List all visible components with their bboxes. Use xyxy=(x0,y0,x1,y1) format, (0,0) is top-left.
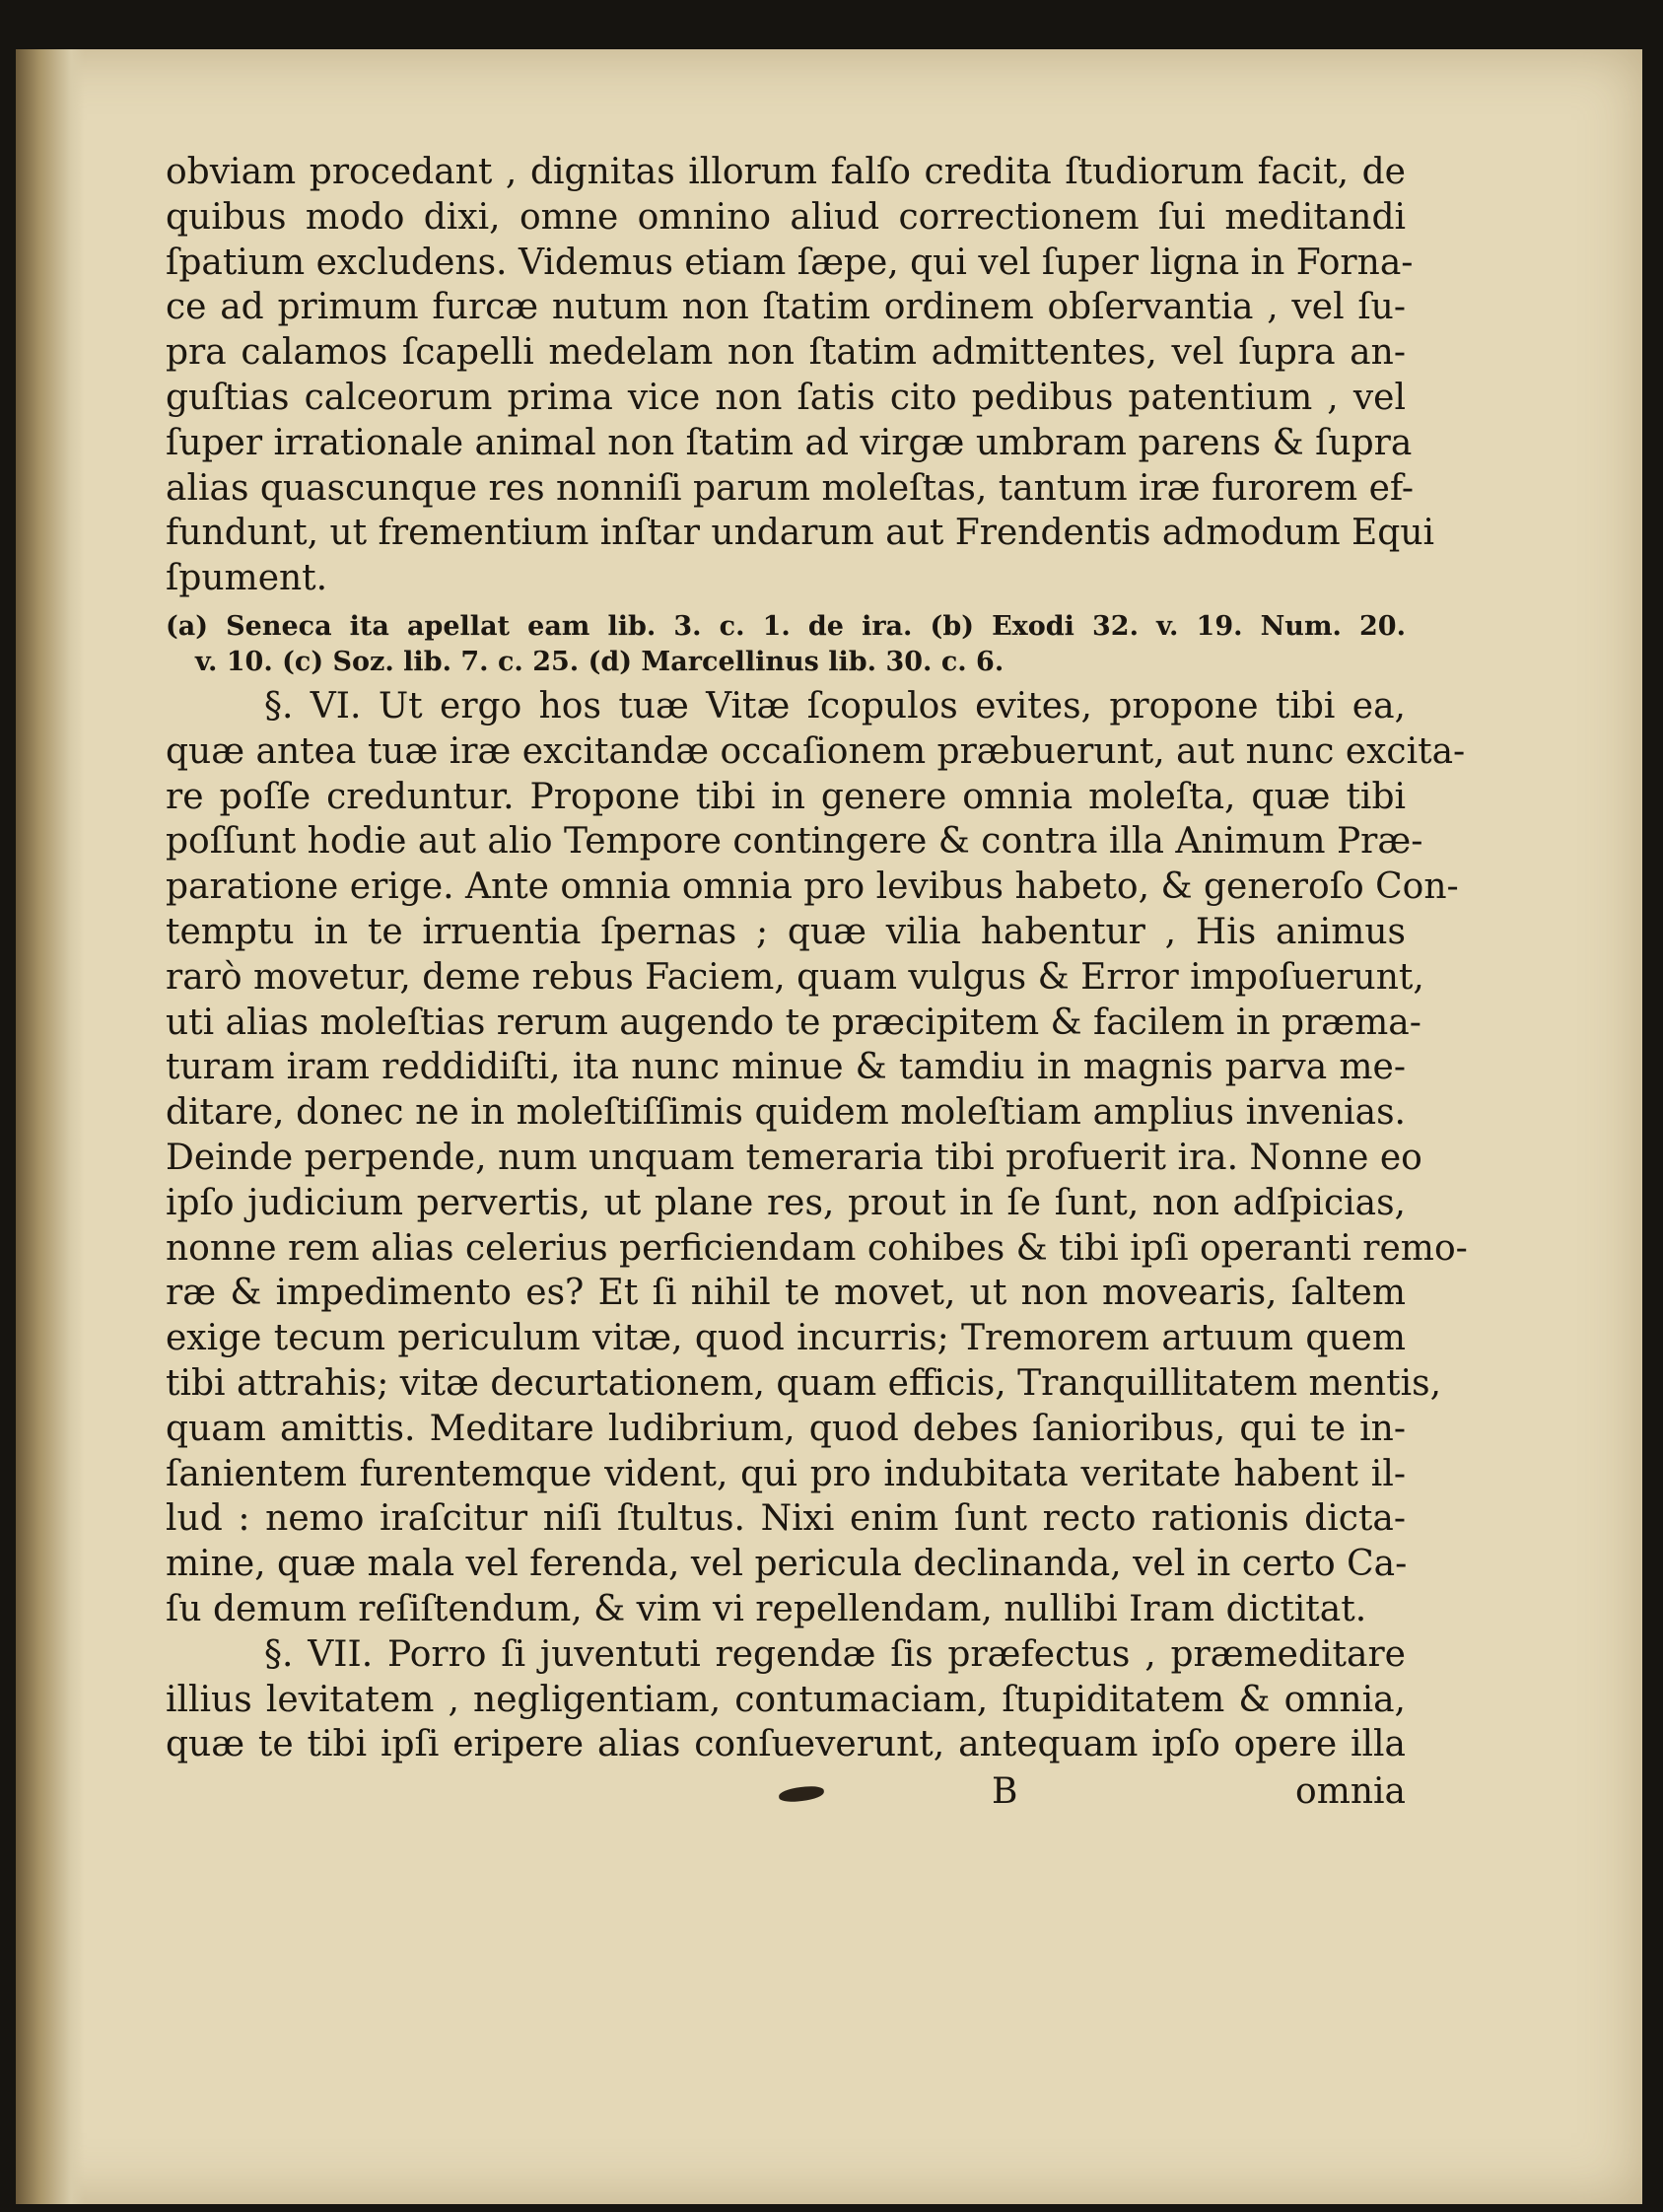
text-line: ſu demum reſiſtendum, & vim vi repellendam, nullibi Iram dictitat. xyxy=(166,1588,1367,1629)
main-paragraph xyxy=(166,150,1435,601)
signature-mark: B xyxy=(992,1771,1018,1813)
book-page xyxy=(16,49,1642,2204)
footnote-line: (a) Seneca ita apellat eam lib. 3. c. 1. de ira. (b) Exodi 32. v. 19. Num. 20. xyxy=(166,610,1406,642)
text-line: tibi attrahis; vitæ decurtationem, quam efficis, Tranquillitatem mentis, xyxy=(166,1362,1442,1404)
text-line: ſpatium excludens. Videmus etiam ſæpe, qui vel ſuper ligna in Forna- xyxy=(166,242,1414,283)
text-line: paratione erige. Ante omnia omnia pro levibus habeto, & generoſo Con- xyxy=(166,866,1459,908)
text-line: temptu in te irruentia ſpernas ; quæ vilia habentur , His animus xyxy=(166,911,1406,952)
text-line: §. VI. Ut ergo hos tuæ Vitæ ſcopulos evites, propone tibi ea, xyxy=(264,685,1406,726)
text-line: rarò movetur, deme rebus Faciem, quam vulgus & Error impoſuerunt, xyxy=(166,956,1424,998)
text-line: ce ad primum furcæ nutum non ſtatim ordinem obſervantia , vel ſu- xyxy=(166,287,1406,328)
text-line: uti alias moleſtias rerum augendo te præcipitem & facilem in præma- xyxy=(166,1002,1421,1043)
text-line: re poſſe creduntur. Propone tibi in genere omnia moleſta, quæ tibi xyxy=(166,776,1406,817)
page-footer xyxy=(166,1769,1406,1815)
text-line: ræ & impedimento es? Et ſi nihil te movet, ut non movearis, ſaltem xyxy=(166,1273,1406,1314)
text-block xyxy=(166,150,1468,1815)
text-line: quæ te tibi ipſi eripere alias conſueverunt, antequam ipſo opere illa xyxy=(166,1724,1406,1765)
text-line: quibus modo dixi, omne omnino aliud correctionem ſui meditandi xyxy=(166,196,1406,238)
ink-ornament xyxy=(778,1785,824,1804)
text-line: ditare, donec ne in moleſtiſſimis quidem moleſtiam amplius invenias. xyxy=(166,1092,1406,1134)
section-vii xyxy=(166,1632,1406,1767)
text-line: ſuper irrationale animal non ſtatim ad virgæ umbram parens & ſupra xyxy=(166,422,1413,463)
text-line: quæ antea tuæ iræ excitandæ occaſionem præbuerunt, aut nunc excita- xyxy=(166,730,1466,772)
text-line: pra calamos ſcapelli medelam non ſtatim admittentes, vel ſupra an- xyxy=(166,332,1406,374)
text-line: illius levitatem , negligentiam, contumaciam, ſtupiditatem & omnia, xyxy=(166,1679,1406,1720)
text-line: exige tecum periculum vitæ, quod incurris; Tremorem artuum quem xyxy=(166,1318,1406,1359)
text-line: lud : nemo iraſcitur niſi ſtultus. Nixi enim ſunt recto rationis dicta- xyxy=(166,1498,1406,1540)
text-line: mine, quæ mala vel ferenda, vel pericula declinanda, vel in certo Ca- xyxy=(166,1544,1408,1585)
footnote-line: v. 10. (c) Soz. lib. 7. c. 25. (d) Marcellinus lib. 30. c. 6. xyxy=(195,646,1005,677)
text-line: alias quascunque res nonniſi parum moleſtas, tantum iræ furorem ef- xyxy=(166,467,1415,509)
text-line: ſanientem furentemque vident, qui pro indubitata veritate habent il- xyxy=(166,1453,1406,1494)
text-line: ſpument. xyxy=(166,558,328,599)
text-line: turam iram reddidiſti, ita nunc minue & tamdiu in magnis parva me- xyxy=(166,1047,1406,1088)
text-line: poſſunt hodie aut alio Tempore contingere & contra illa Animum Præ- xyxy=(166,821,1423,863)
text-line: §. VII. Porro ſi juventuti regendæ ſis præfectus , præmeditare xyxy=(264,1633,1406,1675)
section-vi xyxy=(166,684,1468,1632)
text-line: nonne rem alias celerius perficiendam cohibes & tibi ipſi operanti remo- xyxy=(166,1227,1468,1269)
text-line: quam amittis. Meditare ludibrium, quod debes ſanioribus, qui te in- xyxy=(166,1408,1406,1449)
footnotes xyxy=(166,609,1406,680)
page-gutter xyxy=(16,49,85,2204)
catchword: omnia xyxy=(1295,1771,1406,1813)
text-line: ipſo judicium pervertis, ut plane res, prout in ſe ſunt, non adſpicias, xyxy=(166,1182,1406,1223)
text-line: fundunt, ut frementium inſtar undarum aut Frendentis admodum Equi xyxy=(166,513,1435,554)
text-line: obviam procedant , dignitas illorum falſo credita ſtudiorum facit, de xyxy=(166,152,1406,192)
text-line: guſtias calceorum prima vice non ſatis cito pedibus patentium , vel xyxy=(166,377,1406,418)
text-line: Deinde perpende, num unquam temeraria tibi profuerit ira. Nonne eo xyxy=(166,1137,1422,1178)
